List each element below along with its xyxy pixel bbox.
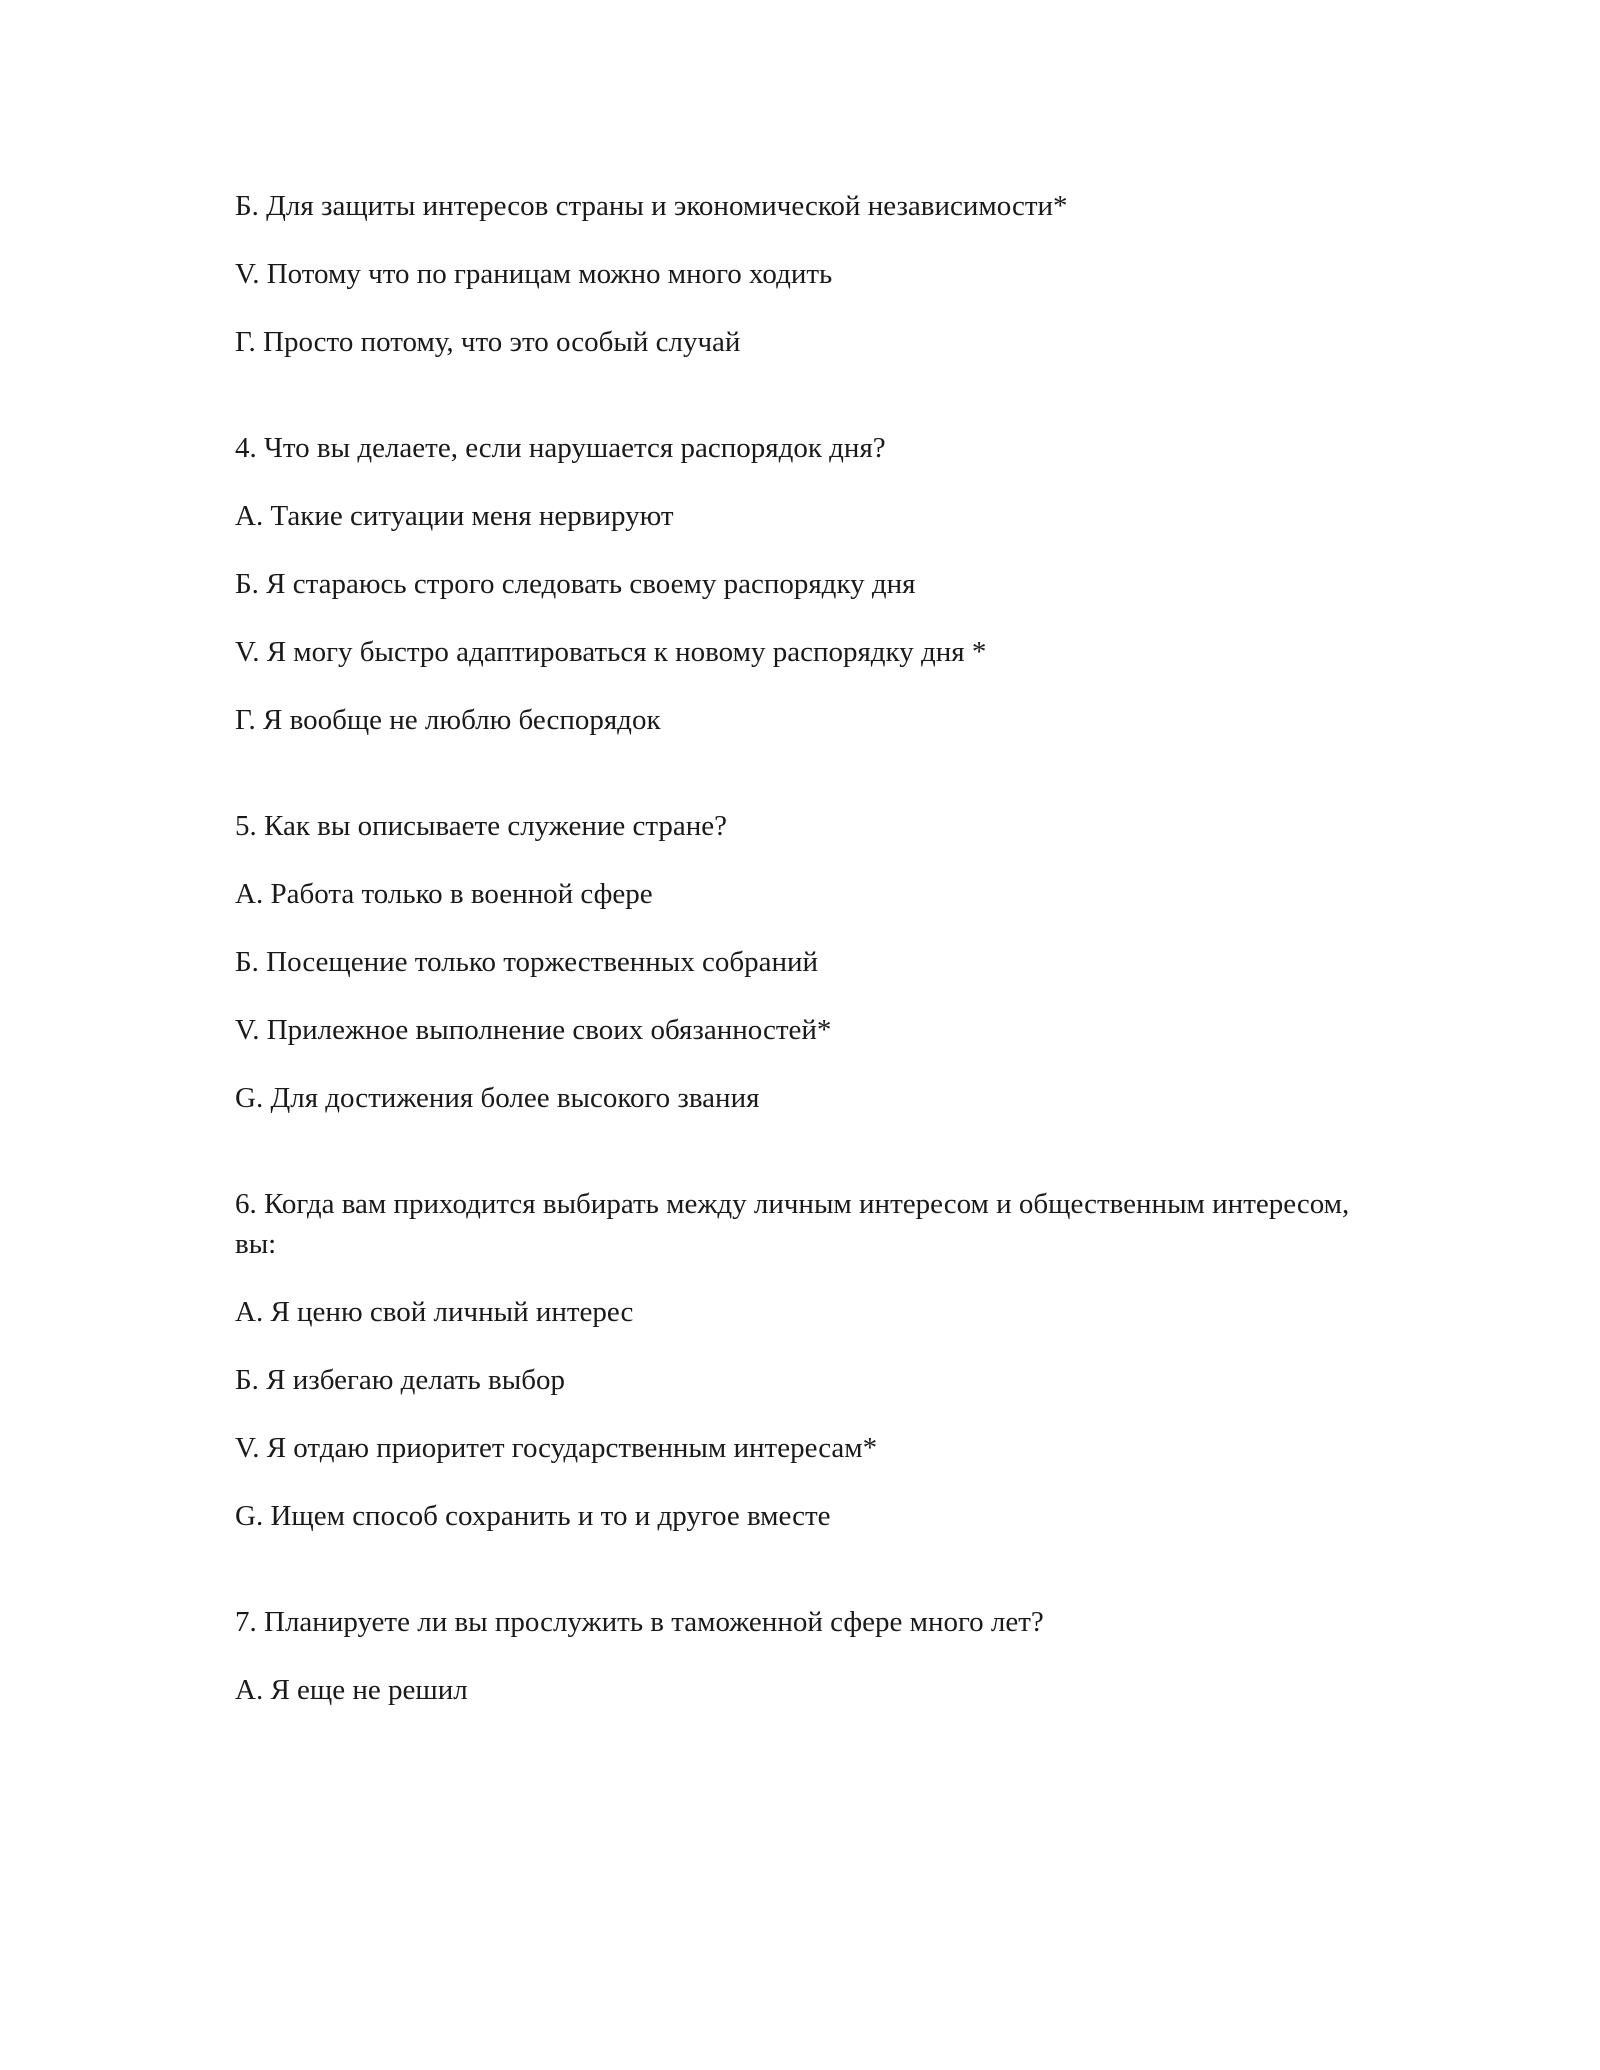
answer-option: V. Я могу быстро адаптироваться к новому распорядку дня *: [235, 636, 987, 668]
document-page: [235, 186, 1365, 1738]
answer-option: Г. Я вообще не люблю беспорядок: [235, 704, 661, 736]
question-4: 4. Что вы делаете, если нарушается распорядок дня?: [235, 432, 886, 464]
answer-option: А. Такие ситуации меня нервируют: [235, 500, 674, 532]
question-7: 7. Планируете ли вы прослужить в таможенной сфере много лет?: [235, 1606, 1044, 1638]
answer-option: Б. Я стараюсь строго следовать своему распорядку дня: [235, 568, 916, 600]
answer-option: Б. Посещение только торжественных собраний: [235, 946, 819, 978]
answer-option: А. Работа только в военной сфере: [235, 878, 653, 910]
answer-option: V. Потому что по границам можно много ходить: [235, 258, 833, 290]
answer-option: А. Я еще не решил: [235, 1674, 468, 1706]
question-5: 5. Как вы описываете служение стране?: [235, 810, 728, 842]
answer-option: Г. Просто потому, что это особый случай: [235, 326, 741, 358]
question-6: 6. Когда вам приходится выбирать между личным интересом и общественным интересом, вы:: [235, 1188, 1350, 1260]
answer-option: G. Ищем способ сохранить и то и другое вместе: [235, 1500, 831, 1532]
answer-option: Б. Я избегаю делать выбор: [235, 1364, 565, 1396]
answer-option: Б. Для защиты интересов страны и экономической независимости*: [235, 190, 1068, 222]
answer-option: V. Прилежное выполнение своих обязанностей*: [235, 1014, 832, 1046]
answer-option: G. Для достижения более высокого звания: [235, 1082, 760, 1114]
answer-option: V. Я отдаю приоритет государственным интересам*: [235, 1432, 878, 1464]
answer-option: А. Я ценю свой личный интерес: [235, 1296, 634, 1328]
